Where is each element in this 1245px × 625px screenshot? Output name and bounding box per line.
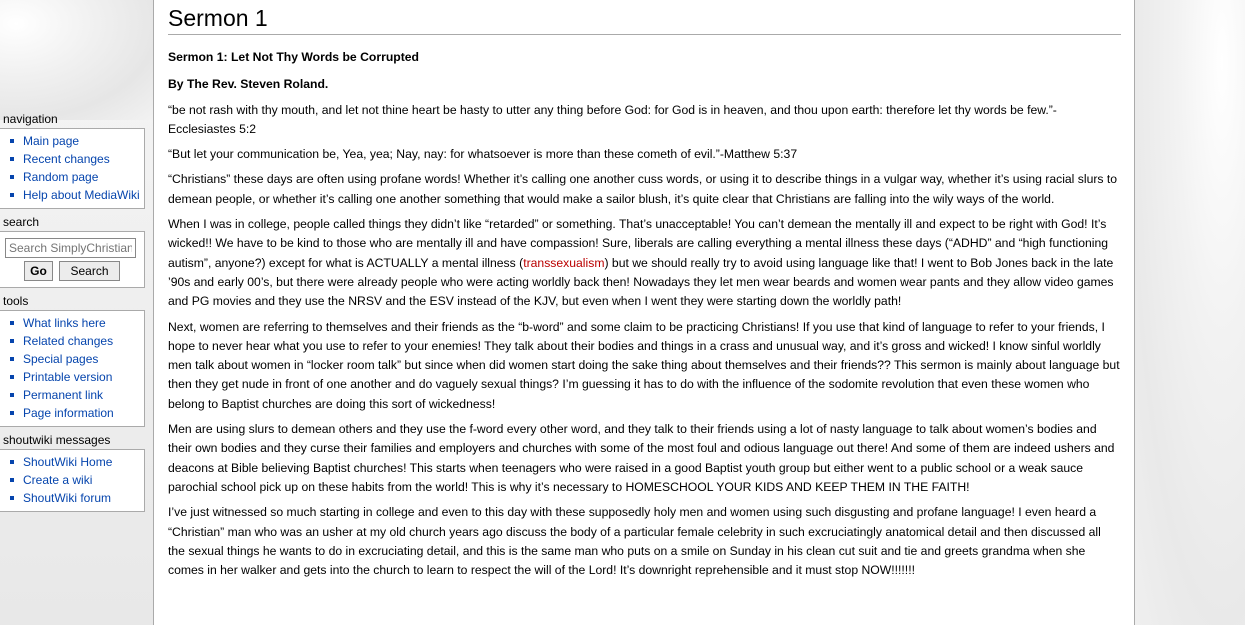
tools-title: tools — [3, 294, 29, 308]
navigation-portlet — [0, 112, 145, 209]
go-button[interactable]: Go — [24, 261, 53, 281]
tools-item-page-information[interactable]: Page information — [9, 404, 144, 422]
page-title: Sermon 1 — [168, 5, 1121, 35]
search-input[interactable] — [5, 238, 136, 258]
paragraph-4: When I was in college, people called things they didn’t like “retarded” or something. That’s unacceptable! You can’t demean the mentally ill and expect to be right with God! It’s wicked!! We have to be kind to those who are mentally ill and have compassion! Sure, liberals are calling everything a mental illness these days (“ADHD” and “high functioning autism”, anyone?) except for what is ACTUALLY a mental illness (transsexualism) but we should really try to avoid using language like that! I went to Bob Jones back in the late ’90s and early 00’s, but there were already people who were acting worldly back then! Nowadays they let men wear beards and women wear pants and they allow video games and PG movies and they use the NRSV and the ESV instead of the KJV, but even when I went they were starting down the worldly path! — [168, 217, 1114, 309]
sidebar — [0, 112, 145, 518]
search-portlet — [0, 215, 145, 288]
main-content — [153, 0, 1135, 625]
sermon-byline: By The Rev. Steven Roland. — [168, 77, 329, 92]
search-title: search — [3, 215, 40, 229]
paragraph-5: Next, women are referring to themselves and their friends as the “b-word” and some claim to be practicing Christians! If you use that kind of language to refer to your friends, I hope to never hear what you use to refer to your enemies! They talk about their bodies and things in a crass and unusual way, and it’s gross and wicked! I know sinful worldly men talk about women in “locker room talk” but since when did women start doing the sake thing about themselves and their friends?? This sermon is mainly about language but then they get nude in front of one another and do vaguely sexual things? I’m guessing it has to do with the influence of the sodomite revolution that even these women who belong to Baptist churches are doing this sort of wickedness! — [168, 319, 1120, 411]
background-decoration — [0, 0, 160, 120]
nav-item-main-page[interactable]: Main page — [9, 132, 144, 150]
tools-item-special-pages[interactable]: Special pages — [9, 350, 144, 368]
tools-item-related-changes[interactable]: Related changes — [9, 332, 144, 350]
paragraph-2: “But let your communication be, Yea, yea; Nay, nay: for whatsoever is more than these cometh of evil.”-Matthew 5:37 — [168, 147, 798, 162]
tools-item-permanent-link[interactable]: Permanent link — [9, 386, 144, 404]
transsexualism-link[interactable]: transsexualism — [523, 255, 605, 270]
tools-portlet — [0, 294, 145, 427]
nav-item-random-page[interactable]: Random page — [9, 168, 144, 186]
sermon-subtitle: Sermon 1: Let Not Thy Words be Corrupted — [168, 50, 419, 64]
paragraph-7: I’ve just witnessed so much starting in college and even to this day with these supposedly holy men and women using such disgusting and profane language! I even heard a “Christian” man who was an usher at my old church years ago discuss the body of a particular female celebrity in such excruciatingly anatomical detail and then discussed all the sexual things he wants to do in excruciating detail, and this is the same man who puts on a smile on Sunday in his clean cut suit and tie and greets grandma when she comes in her walker and gets into the church to learn to respect the will of the Lord! It’s downright reprehensible and it must stop NOW!!!!!!! — [168, 505, 1101, 578]
article-body — [168, 48, 1121, 580]
shoutwiki-item-create-wiki[interactable]: Create a wiki — [9, 471, 144, 489]
shoutwiki-item-home[interactable]: ShoutWiki Home — [9, 453, 144, 471]
search-button[interactable]: Search — [59, 261, 120, 281]
tools-item-printable-version[interactable]: Printable version — [9, 368, 144, 386]
navigation-title: navigation — [3, 112, 58, 126]
paragraph-3: “Christians” these days are often using profane words! Whether it’s calling one another cuss words, or using it to describe things in a vulgar way, whether it’s using racial slurs to demean people, or whether it’s calling one another something that would make a sailor blush, it’s quite clear that Christians are falling into the wily ways of the world. — [168, 172, 1118, 206]
paragraph-6: Men are using slurs to demean others and they use the f-word every other word, and they talk to their friends using a lot of nasty language to talk about women’s bodies and their own bodies and they curse their families and employers and churches with some of the most foul and odious language out there! And some of them are indeed ushers and deacons at Bible believing Baptist churches! This starts when teenagers who were raised in a good Baptist youth group but either went to a public school or a weak sauce parochial school pick up on these habits from the world! This is why it’s necessary to HOMESCHOOL YOUR KIDS AND KEEP THEM IN THE FAITH! — [168, 422, 1115, 494]
paragraph-1: “be not rash with thy mouth, and let not thine heart be hasty to utter any thing before God: for God is in heaven, and thou upon earth: therefore let thy words be few.”-Ecclesiastes 5:2 — [168, 102, 1057, 136]
background-decoration-right — [1130, 0, 1245, 625]
shoutwiki-title: shoutwiki messages — [3, 433, 111, 447]
tools-item-what-links-here[interactable]: What links here — [9, 314, 144, 332]
nav-item-help[interactable]: Help about MediaWiki — [9, 186, 144, 204]
nav-item-recent-changes[interactable]: Recent changes — [9, 150, 144, 168]
shoutwiki-portlet — [0, 433, 145, 512]
shoutwiki-item-forum[interactable]: ShoutWiki forum — [9, 489, 144, 507]
